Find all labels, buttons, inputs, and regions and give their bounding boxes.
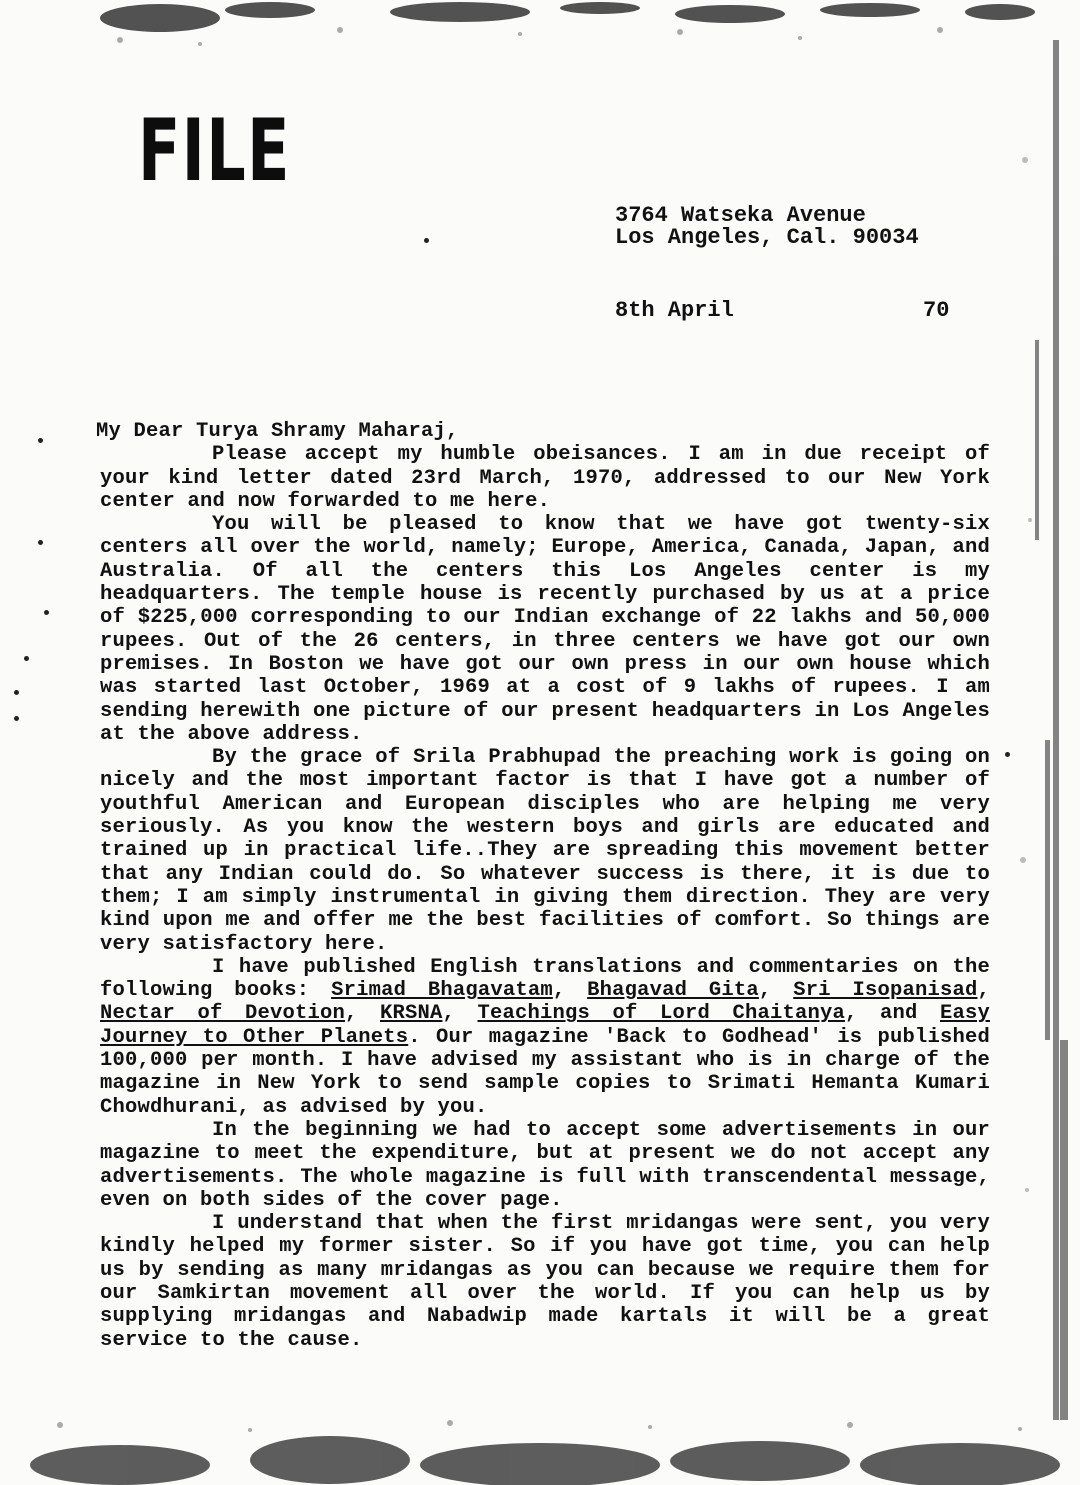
separator: , [758, 979, 772, 1003]
paragraph-centers: You will be pleased to know that we have got twenty-six centers all over the world, namely; Europe, America, Canada, Japan, and Australia. Of all the centers this Los Angeles center is my headquarters. The temple house is recently purchased by us at a price of $225,000 corresponding to our Indian exchange of 22 lakhs and 50,000 rupees. Out of the 26 centers, in three centers we have got our own premises. In Boston we have got our own press in our own house which was started last October, 1969 at a cost of 9 lakhs of rupees. I am sending herewith one picture of our present headquarters in Los Angeles at the above address. [100, 513, 990, 746]
letter-body [96, 420, 990, 1352]
salutation: My Dear Turya Shramy Maharaj, [96, 420, 459, 443]
separator: , [344, 1002, 358, 1026]
book-title: Nectar of Devotion [100, 1002, 345, 1026]
book-title: Bhagavad Gita [587, 979, 759, 1003]
file-stamp: FILE [138, 101, 291, 201]
paragraph-books [100, 956, 990, 1119]
margin-speck [38, 540, 43, 545]
scan-noise-top [40, 0, 1040, 60]
paragraph-mridangas: I understand that when the first mridangas were sent, you very kindly helped my former sister. So if you have got time, you can help us by sending as many mridangas as you can because we require them for our Samkirtan movement all over the world. If you can help us by supplying mridangas and Nabadwip made kartals it will be a great service to the cause. [100, 1212, 990, 1352]
separator: , [442, 1002, 456, 1026]
separator: , [844, 1002, 858, 1026]
address-street: 3764 Watseka Avenue [615, 203, 866, 228]
margin-speck [1005, 752, 1010, 757]
book-title: Srimad Bhagavatam [331, 979, 553, 1003]
book-title: KRSNA [379, 1002, 443, 1026]
margin-speck [38, 438, 43, 443]
separator: . [408, 1025, 421, 1049]
book-title: Easy Journey to Other Planets [100, 1002, 990, 1049]
book-title: Sri Isopanisad [793, 979, 978, 1003]
margin-speck [24, 656, 29, 661]
books-magazine: Our magazine 'Back to Godhead' is published 100,000 per month. I have advised my assistant who is in charge of the magazine in New York to send sample copies to Srimati Hemanta Kumari Chowdhurani, as advised by you. [100, 1025, 990, 1119]
paragraph-preaching: By the grace of Srila Prabhupad the preaching work is going on nicely and the most important factor is that I have got a number of youthful American and European disciples who are helping me very seriously. As you know the western boys and girls are educated and trained up in practical life..They are spreading this movement better that any Indian could do. So whatever success is there, it is due to them; I am simply instrumental in giving them direction. They are very kind upon me and offer me the best facilities of comfort. So things are very satisfactory here. [100, 746, 990, 956]
paragraph-advertisements: In the beginning we had to accept some advertisements in our magazine to meet the expenditure, but at present we do not accept any advertisements. The whole magazine is full with transcendental message, even on both sides of the cover page. [100, 1118, 990, 1212]
address-city: Los Angeles, Cal. 90034 [615, 225, 919, 250]
books-intro: I have published English translations and commentaries on the following books: [100, 955, 990, 1003]
scan-noise-right-edge [1005, 40, 1080, 1420]
margin-speck [14, 690, 19, 695]
scan-noise-bottom [0, 1395, 1080, 1485]
book-title: Teachings of Lord Chaitanya [477, 1002, 845, 1026]
separator: , [552, 979, 566, 1003]
sender-address [615, 205, 919, 249]
margin-speck [14, 716, 19, 721]
date-day-month: 8th April [615, 298, 734, 323]
separator: and [879, 1002, 918, 1026]
paragraph-receipt: Please accept my humble obeisances. I am in due receipt of your kind letter dated 23rd March, 1970, addressed to our New York center and now forwarded to me here. [100, 443, 990, 513]
margin-speck [424, 238, 429, 243]
date-year: 70 [923, 298, 950, 323]
separator: , [977, 979, 990, 1003]
margin-speck [44, 610, 49, 615]
